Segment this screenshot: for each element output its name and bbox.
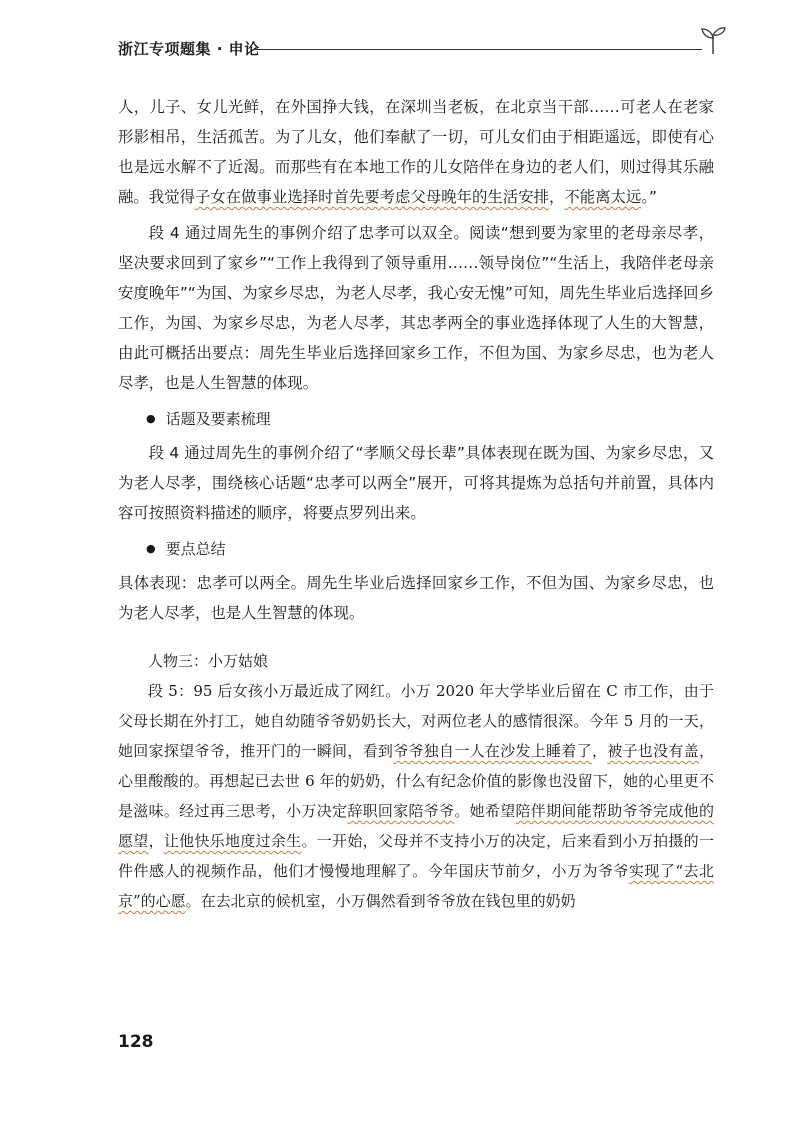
text-run: ，心里酸酸的。再想起已去世 6 年的奶奶，什么有纪念价值的影像也没留下，她的心里更不是滋味。经过再三思考，小万决定 [118,742,714,820]
topic-paragraph: 段 4 通过周先生的事例介绍了“孝顺父母长辈”具体表现在既为国、为家乡尽忠，又为老人尽孝，围绕核心话题“忠孝可以两全”展开，可将其提炼为总括句并前置，具体内容可按照资料描述的顺序，将要点罗列出来。 [118,444,714,522]
text-run: ， [591,742,608,760]
paragraph-continued [118,92,714,212]
underlined-text: 爷爷独自一人在沙发上睡着了 [393,742,592,760]
underlined-text: 不能离太远 [564,188,642,206]
header-rule [254,49,702,50]
bullet-icon: ● [146,412,156,425]
underlined-text: 让他快乐地度过余生 [163,832,302,850]
sprout-icon [698,24,728,56]
page-body [118,92,714,916]
summary-paragraph: 具体表现：忠孝可以两全。周先生毕业后选择回家乡工作，不但为国、为家乡尽忠，也为老人尽孝，也是人生智慧的体现。 [118,574,714,622]
section-heading-label: 话题及要素梳理 [165,410,271,428]
section-heading-topic [146,404,714,434]
text-run: 。” [641,188,658,206]
section-heading-summary [146,534,714,564]
text-run: 。一开始，父母并不支持小万的决定，后来看到小万拍摄的一件件感人的视频作品，他们才慢慢地理解了。今年国庆节前夕，小万为爷爷 [118,832,714,880]
header-title: 浙江专项题集 · 申论 [118,40,260,58]
bullet-icon: ● [146,542,156,555]
text-run: 。在去北京的候机室，小万偶然看到爷爷放在钱包里的奶奶 [185,892,576,910]
text-run: 段 5：95 后女孩小万最近成了网红。小万 2020 年大学毕业后留在 C 市工作，由于父母长期在外打工，她自幼随爷爷奶奶长大，对两位老人的感情很深。今年 5 月的一天，她回家探望爷爷，推开门的一瞬间，看到 [118,682,714,760]
text-run: 。她希望 [454,802,516,820]
underlined-text: 辞职回家陪爷爷 [347,802,455,820]
material-paragraph [118,676,714,916]
section-heading-label: 要点总结 [165,540,226,558]
analysis-paragraph: 段 4 通过周先生的事例介绍了忠孝可以双全。阅读“想到要为家里的老母亲尽孝，坚决要求回到了家乡”“工作上我得到了领导重用……领导岗位”“生活上，我陪伴老母亲安度晚年”“为国、为家乡尽忠，为老人尽孝，我心安无愧”可知，周先生毕业后选择回乡工作，为国、为家乡尽忠，为老人尽孝，其忠孝两全的事业选择体现了人生的大智慧，由此可概括出要点：周先生毕业后选择回家乡工作，不但为国、为家乡尽忠，也为老人尽孝，也是人生智慧的体现。 [118,224,714,392]
text-run: ， [148,832,164,850]
person-heading: 人物三：小万姑娘 [148,652,269,670]
underlined-text: 实现了“去北京”的心愿 [118,862,715,910]
underlined-text: 子女在做事业选择时首先要考虑父母晚年的生活安排 [194,188,549,206]
underlined-text: 被子也没有盖 [607,742,699,760]
text-run: ， [548,188,565,206]
text-run: 人，儿子、女儿光鲜，在外国挣大钱，在深圳当老板，在北京当干部……可老人在老家形影相吊，生活孤苦。为了儿女，他们奉献了一切，可儿女们由于相距遥远，即使有心也是远水解不了近渴。而那些有在本地工作的儿女陪伴在身边的老人们，则过得其乐融融。我觉得 [118,98,714,206]
underlined-text: 陪伴期间能帮助爷爷完成他的愿望 [118,802,714,850]
page-number: 128 [118,1032,154,1052]
running-header [118,38,720,68]
